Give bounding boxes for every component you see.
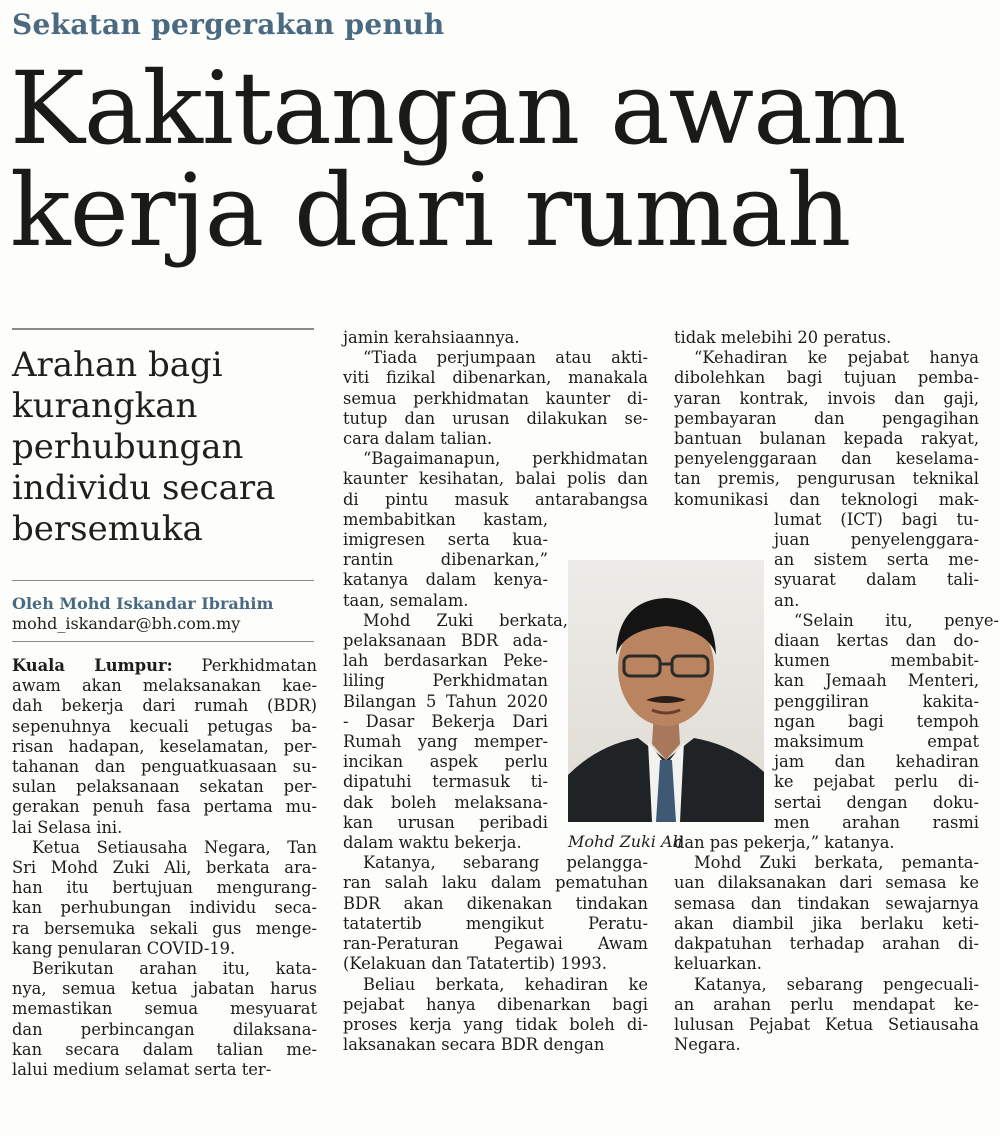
column-line: “Bagaimanapun, perkhidmatan (363, 449, 648, 469)
column-line: pejabat hanya dibenarkan bagi (343, 994, 648, 1014)
column-line: yaran kontrak, invois dan gaji, (674, 388, 979, 408)
column-line: Beliau berkata, kehadiran ke (363, 974, 648, 994)
article-column-3 (674, 328, 999, 1055)
column-line: di pintu masuk antarabangsa (343, 489, 648, 509)
column-line: tatatertib mengikut Peratu- (343, 913, 648, 933)
column-line: lalui medium selamat serta ter- (12, 1060, 272, 1080)
standfirst-line: perhubungan (12, 427, 244, 467)
column-line: incikan aspek perlu (343, 752, 548, 772)
column-line: maksimum empat (774, 732, 979, 752)
column-line: han itu bertujuan mengurang- (12, 878, 317, 898)
column-line: lai Selasa ini. (12, 817, 123, 837)
column-line: keluarkan. (674, 954, 762, 974)
column-line: - Dasar Bekerja Dari (343, 711, 548, 731)
column-line: lumat (ICT) bagi tu- (774, 509, 979, 529)
column-line: diaan kertas dan do- (774, 631, 979, 651)
column-line: tutup dan urusan dilakukan se- (343, 408, 648, 428)
author-name: Oleh Mohd Iskandar Ibrahim (12, 594, 274, 613)
column-line: proses kerja yang tidak boleh di- (343, 1014, 648, 1034)
column-line: awam akan melaksanakan kae- (12, 676, 317, 696)
column-1-body (12, 676, 317, 1080)
column-line: taan, semalam. (343, 590, 469, 610)
column-line: memastikan semua mesyuarat (12, 999, 317, 1019)
article-column-1 (12, 656, 317, 1080)
column-line: ran-Peraturan Pegawai Awam (343, 934, 648, 954)
column-line: semasa dan tindakan sewajarnya (674, 893, 979, 913)
column-line: penggiliran kakita- (774, 691, 979, 711)
byline-top-rule (12, 580, 314, 581)
column-line: risan hadapan, keselamatan, per- (12, 736, 317, 756)
column-line: sepenuhnya kecuali petugas ba- (12, 716, 317, 736)
column-line: pelaksanaan BDR ada- (343, 631, 548, 651)
column-line: an sistem serta me- (774, 550, 979, 570)
column-line: dakpatuhan terhadap arahan di- (674, 934, 979, 954)
column-line: sertai dengan doku- (774, 792, 979, 812)
column-line: rantin dibenarkan,” (343, 550, 548, 570)
column-line: membabitkan kastam, (343, 509, 548, 529)
column-line: Katanya, sebarang pelangga- (363, 853, 648, 873)
column-line: kang penularan COVID-19. (12, 938, 236, 958)
column-line: nya, semua ketua jabatan harus (12, 979, 317, 999)
column-line: an. (774, 590, 800, 610)
standfirst-line: individu secara (12, 468, 276, 508)
standfirst (12, 345, 312, 550)
column-line: dan pas pekerja,” katanya. (674, 833, 895, 853)
column-line: akan diambil jika berlaku keti- (674, 913, 979, 933)
column-line: dibolehkan bagi tujuan pemba- (674, 368, 979, 388)
column-line: semua perkhidmatan kaunter di- (343, 388, 648, 408)
column-line: Rumah yang memper- (343, 732, 548, 752)
column-line: dah bekerja dari rumah (BDR) (12, 696, 317, 716)
standfirst-line: bersemuka (12, 509, 203, 549)
column-line: jamin kerahsiaannya. (343, 328, 520, 347)
column-line: Mohd Zuki berkata, (363, 610, 568, 630)
section-kicker: Sekatan pergerakan penuh (12, 8, 445, 41)
column-line: Berikutan arahan itu, kata- (32, 959, 317, 979)
column-line: Ketua Setiausaha Negara, Tan (32, 837, 317, 857)
headline-line-1: Kakitangan awam (10, 50, 906, 167)
headline-line-2: kerja dari rumah (10, 152, 851, 269)
column-line: tidak melebihi 20 peratus. (674, 328, 892, 347)
column-line: dan perbincangan dilaksana- (12, 1019, 317, 1039)
column-line: uan dilaksanakan dari semasa ke (674, 873, 979, 893)
dateline: Kuala Lumpur: (12, 656, 173, 675)
column-line: kan perhubungan individu seca- (12, 898, 317, 918)
column-line: komunikasi dan teknologi mak- (674, 489, 979, 509)
byline-bottom-rule (12, 641, 314, 642)
column-line: Katanya, sebarang pengecuali- (694, 974, 979, 994)
column-line: dalam waktu bekerja. (343, 833, 522, 853)
column-line: kaunter kesihatan, balai polis dan (343, 469, 648, 489)
column-line: Sri Mohd Zuki Ali, berkata ara- (12, 858, 317, 878)
column-line: (Kelakuan dan Tatatertib) 1993. (343, 954, 607, 974)
standfirst-line: Arahan bagi (12, 345, 223, 385)
column-line: penyelenggaraan dan keselama- (674, 449, 979, 469)
column-line: “Selain itu, penye- (794, 610, 999, 630)
column-line: laksanakan secara BDR dengan (343, 1035, 605, 1055)
column-line: gerakan penuh fasa pertama mu- (12, 797, 317, 817)
column-line: BDR akan dikenakan tindakan (343, 893, 648, 913)
author-email: mohd_iskandar@bh.com.my (12, 614, 241, 633)
headline (10, 50, 990, 269)
column-line: imigresen serta kua- (343, 530, 548, 550)
column-text: Perkhidmatan (201, 656, 317, 675)
column-line: jam dan kehadiran (774, 752, 979, 772)
column-line: juan penyelenggara- (774, 530, 979, 550)
column-line: liling Perkhidmatan (343, 671, 548, 691)
column-line: Bilangan 5 Tahun 2020 (343, 691, 548, 711)
column-3-body (674, 328, 999, 1055)
column-line: kan Jemaah Menteri, (774, 671, 979, 691)
column-line: tan premis, pengurusan teknikal (674, 469, 979, 489)
column-line: viti fizikal dibenarkan, manakala (343, 368, 648, 388)
standfirst-line: kurangkan (12, 386, 198, 426)
column-line: an arahan perlu mendapat ke- (674, 994, 979, 1014)
column-line: ra bersemuka sekali gus menge- (12, 918, 317, 938)
column-line: kan secara dalam talian me- (12, 1039, 317, 1059)
column-line: ngan bagi tempoh (774, 711, 979, 731)
column-line: lah berdasarkan Peke- (343, 651, 548, 671)
column-line: “Kehadiran ke pejabat hanya (694, 348, 979, 368)
standfirst-top-rule (12, 328, 314, 330)
column-line: kan urusan peribadi (343, 812, 548, 832)
column-line: tahanan dan penguatkuasaan su- (12, 757, 317, 777)
column-line: katanya dalam kenya- (343, 570, 548, 590)
column-line: kumen membabit- (774, 651, 979, 671)
column-line: men arahan rasmi (774, 812, 979, 832)
column-line: “Tiada perjumpaan atau akti- (363, 348, 648, 368)
column-line: pembayaran dan pengagihan (674, 408, 979, 428)
column-line: bantuan bulanan kepada rakyat, (674, 429, 979, 449)
column-line: ke pejabat perlu di- (774, 772, 979, 792)
column-line: syuarat dalam tali- (774, 570, 979, 590)
column-line: Mohd Zuki berkata, pemanta- (694, 853, 979, 873)
column-line: dak boleh melaksana- (343, 792, 548, 812)
column-line: ran salah laku dalam pematuhan (343, 873, 648, 893)
byline (12, 594, 273, 634)
column-line: sulan pelaksanaan sekatan per- (12, 777, 317, 797)
photo-caption: Mohd Zuki Ali (568, 832, 683, 851)
column-line: cara dalam talian. (343, 429, 493, 449)
column-line (12, 656, 317, 676)
column-line: Negara. (674, 1035, 741, 1055)
column-line: lulusan Pejabat Ketua Setiausaha (674, 1014, 979, 1034)
column-line: dipatuhi termasuk ti- (343, 772, 548, 792)
